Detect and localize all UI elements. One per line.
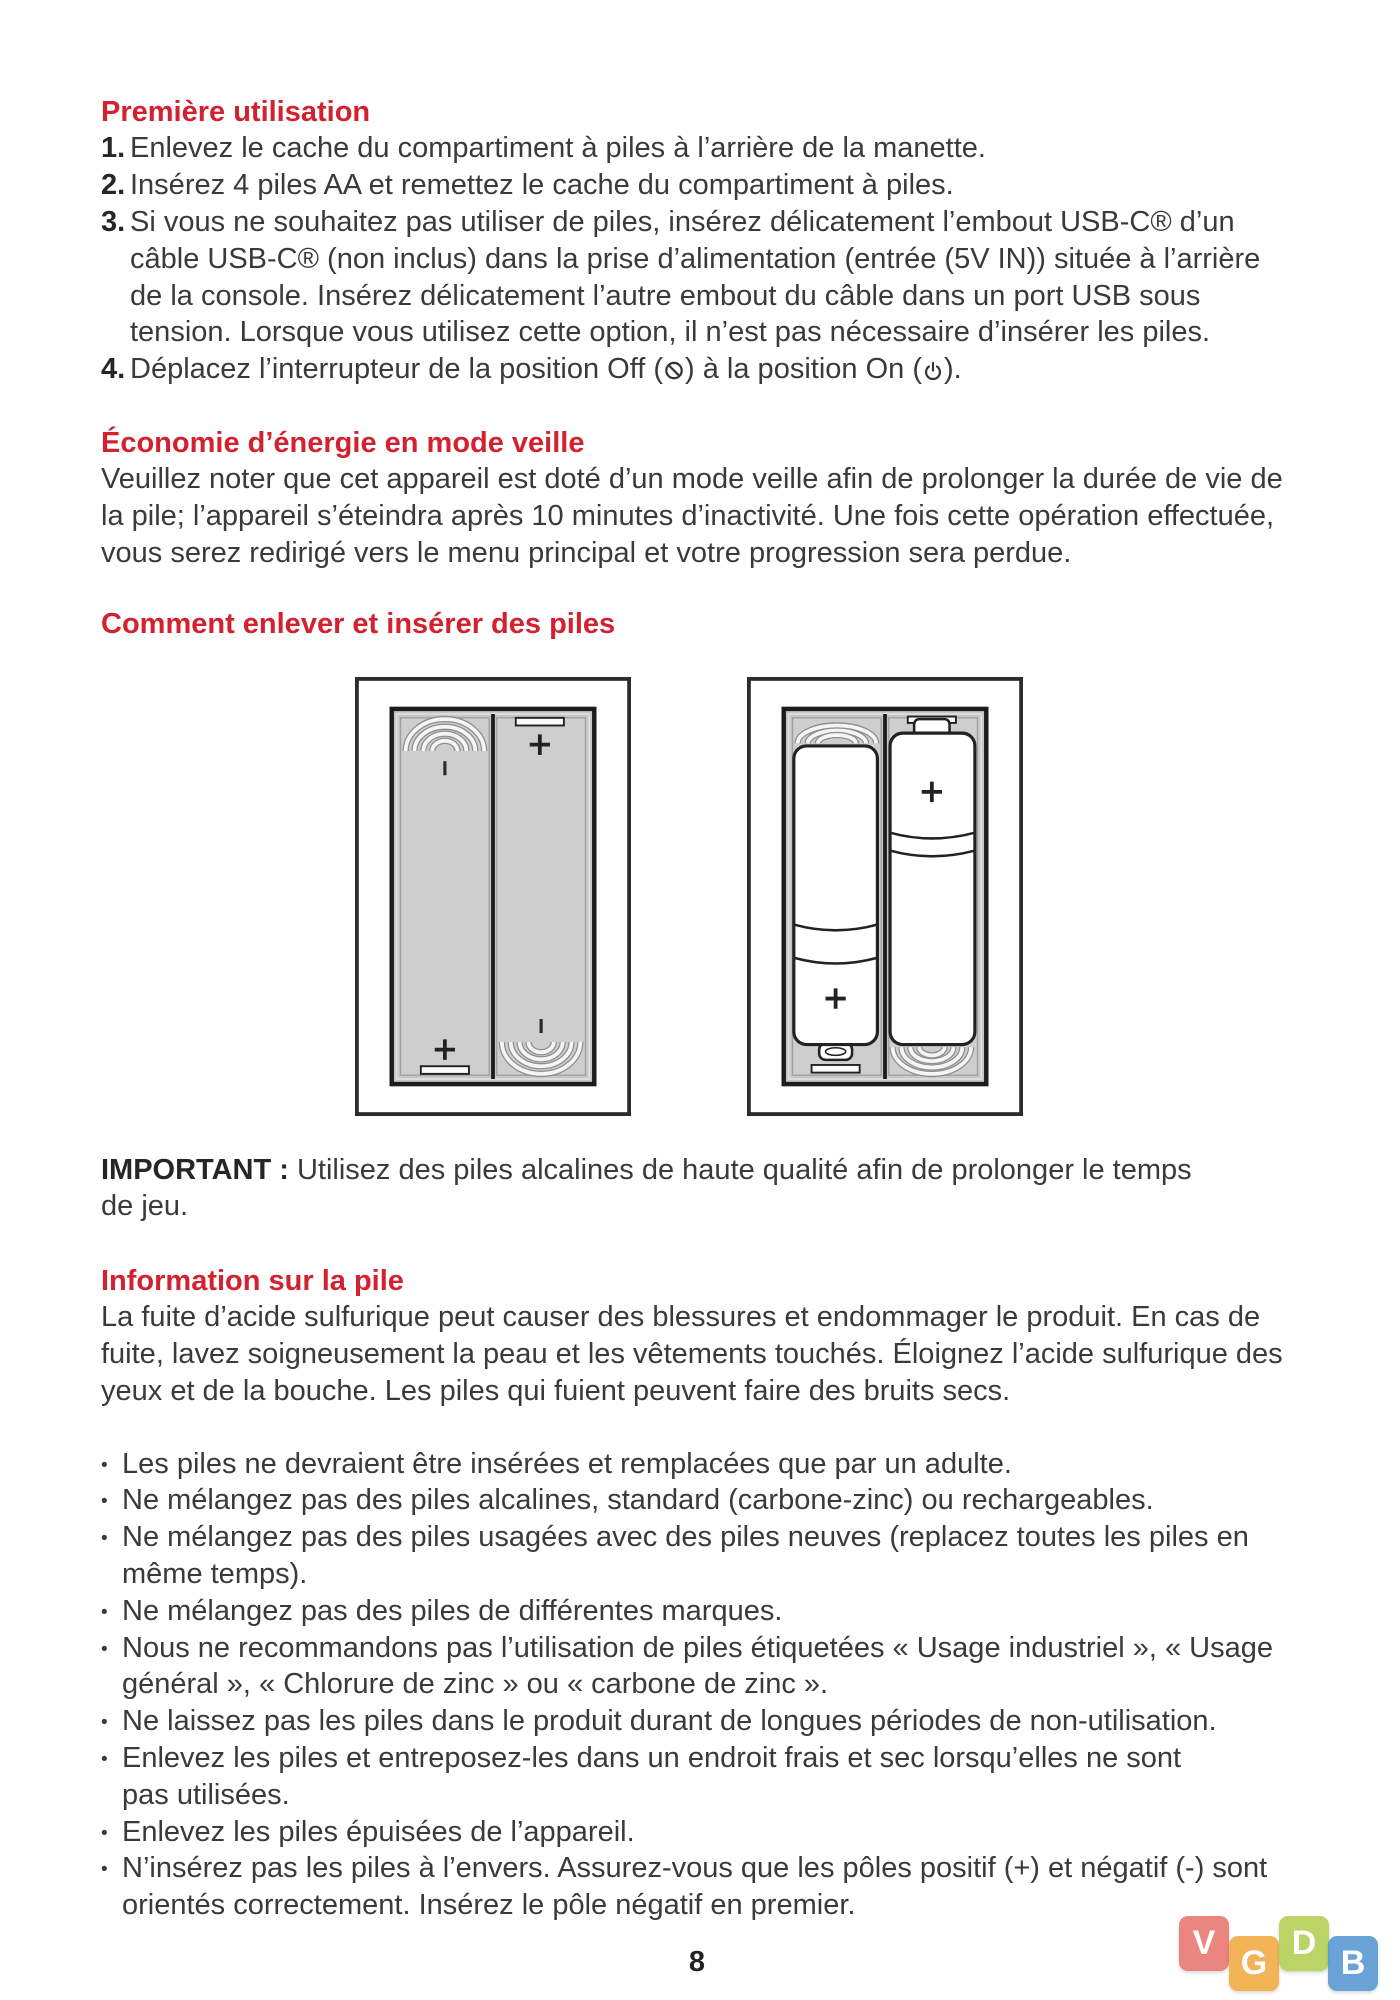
list-item bbox=[101, 1446, 1273, 1483]
sleep-mode-section bbox=[101, 425, 1283, 572]
step-text: Insérez 4 piles AA et remettez le cache du compartiment à piles. bbox=[130, 169, 954, 202]
list-item bbox=[101, 1519, 1273, 1556]
logo-tile-d: D bbox=[1279, 1916, 1329, 1971]
step-number: 2. bbox=[101, 169, 126, 202]
bullet-marker: • bbox=[101, 1712, 108, 1734]
list-item-text: Nous ne recommandons pas l’utilisation de piles étiquetées « Usage industriel », « Usage bbox=[122, 1631, 1273, 1664]
section-heading: Économie d’énergie en mode veille bbox=[101, 426, 585, 459]
power-on-icon bbox=[922, 359, 944, 381]
section-heading: Information sur la pile bbox=[101, 1264, 404, 1297]
step-text-continued: câble USB-C® (non inclus) dans la prise d’alimentation (entrée (5V IN)) située à l’arrière bbox=[130, 242, 1261, 275]
list-item bbox=[101, 1630, 1273, 1667]
step-text: ). bbox=[943, 353, 962, 386]
paragraph-line: Utilisez des piles alcalines de haute qualité afin de prolonger le temps bbox=[296, 1153, 1192, 1186]
list-item-text: Ne mélangez pas des piles usagées avec des piles neuves (replacez toutes les piles en bbox=[122, 1521, 1249, 1554]
step-text: Déplacez l’interrupteur de la position Off ( bbox=[130, 353, 664, 386]
bullet-marker: • bbox=[101, 1638, 108, 1660]
list-item-text-continued: même temps). bbox=[122, 1557, 308, 1590]
list-item-text: Ne mélangez pas des piles de différentes marques. bbox=[122, 1594, 783, 1627]
logo-tile-b: B bbox=[1328, 1936, 1378, 1991]
list-item bbox=[101, 1593, 1273, 1630]
battery-howto-section bbox=[101, 606, 615, 643]
step-text: Si vous ne souhaitez pas utiliser de piles, insérez délicatement l’embout USB-C® d’un bbox=[130, 205, 1235, 238]
step-text: ) à la position On ( bbox=[685, 353, 922, 386]
contact-plate bbox=[421, 1066, 469, 1074]
step-number: 3. bbox=[101, 205, 126, 238]
paragraph-line: Veuillez noter que cet appareil est doté d’un mode veille afin de prolonger la durée de vie de bbox=[101, 463, 1283, 496]
paragraph-line: La fuite d’acide sulfurique peut causer des blessures et endommager le produit. En cas de bbox=[101, 1301, 1261, 1334]
list-item-text: Les piles ne devraient être insérées et remplacées que par un adulte. bbox=[122, 1447, 1012, 1480]
empty-battery-compartment-figure bbox=[355, 677, 631, 1116]
page-number: 8 bbox=[688, 1946, 706, 1978]
paragraph-line: vous serez redirigé vers le menu principal et votre progression sera perdue. bbox=[101, 536, 1072, 569]
section-heading: Première utilisation bbox=[101, 95, 371, 128]
step-number: 1. bbox=[101, 132, 126, 165]
list-item bbox=[101, 1482, 1273, 1519]
list-item bbox=[101, 1703, 1273, 1740]
step-1 bbox=[101, 130, 1260, 167]
list-item bbox=[101, 1814, 1273, 1851]
list-item-text-continued: général », « Chlorure de zinc » ou « carbone de zinc ». bbox=[122, 1668, 829, 1701]
loaded-battery-compartment-figure bbox=[747, 677, 1023, 1116]
important-note bbox=[101, 1152, 1192, 1226]
battery-info-section bbox=[101, 1263, 1283, 1410]
bullet-marker: • bbox=[101, 1528, 108, 1550]
battery-safety-list bbox=[101, 1446, 1273, 1924]
contact-plate bbox=[516, 718, 564, 726]
list-item-text-continued: pas utilisées. bbox=[122, 1778, 290, 1811]
step-text-continued: tension. Lorsque vous utilisez cette option, il n’est pas nécessaire d’insérer les piles. bbox=[130, 316, 1211, 349]
bullet-marker: • bbox=[101, 1491, 108, 1513]
bullet-marker: • bbox=[101, 1822, 108, 1844]
list-item bbox=[101, 1740, 1273, 1777]
bullet-marker: • bbox=[101, 1859, 108, 1881]
paragraph-line: fuite, lavez soigneusement la peau et les vêtements touchés. Éloignez l’acide sulfurique des bbox=[101, 1338, 1283, 1371]
list-item-text-continued: orientés correctement. Insérez le pôle négatif en premier. bbox=[122, 1889, 856, 1922]
first-use-section bbox=[101, 94, 1260, 388]
logo-tile-v: V bbox=[1179, 1916, 1229, 1971]
bullet-marker: • bbox=[101, 1748, 108, 1770]
contact-plate bbox=[812, 1065, 860, 1073]
list-item-text: N’insérez pas les piles à l’envers. Assurez-vous que les pôles positif (+) et négatif (-) sont bbox=[122, 1852, 1268, 1885]
off-symbol-icon bbox=[663, 359, 685, 381]
paragraph-line: de jeu. bbox=[101, 1190, 189, 1223]
bullet-marker: • bbox=[101, 1601, 108, 1623]
bullet-marker: • bbox=[101, 1454, 108, 1476]
section-heading: Comment enlever et insérer des piles bbox=[101, 607, 616, 640]
list-item-text: Enlevez les piles épuisées de l’appareil. bbox=[122, 1815, 635, 1848]
battery bbox=[794, 746, 878, 1060]
battery bbox=[890, 719, 975, 1044]
list-item-text: Ne laissez pas les piles dans le produit durant de longues périodes de non-utilisation. bbox=[122, 1705, 1217, 1738]
step-text-continued: de la console. Insérez délicatement l’autre embout du câble dans un port USB sous bbox=[130, 279, 1201, 312]
step-2 bbox=[101, 167, 1260, 204]
paragraph-line: la pile; l’appareil s’éteindra après 10 minutes d’inactivité. Une fois cette opération effectuée, bbox=[101, 500, 1275, 533]
step-text: Enlevez le cache du compartiment à piles à l’arrière de la manette. bbox=[130, 132, 986, 165]
list-item bbox=[101, 1850, 1273, 1887]
step-4 bbox=[101, 351, 1260, 388]
paragraph-line: yeux et de la bouche. Les piles qui fuient peuvent faire des bruits secs. bbox=[101, 1374, 1011, 1407]
step-3 bbox=[101, 204, 1260, 241]
list-item-text: Enlevez les piles et entreposez-les dans un endroit frais et sec lorsqu’elles ne sont bbox=[122, 1741, 1182, 1774]
logo-tile-g: G bbox=[1229, 1936, 1279, 1991]
list-item-text: Ne mélangez pas des piles alcalines, standard (carbone-zinc) ou rechargeables. bbox=[122, 1484, 1154, 1517]
important-label: IMPORTANT : bbox=[101, 1153, 289, 1186]
step-number: 4. bbox=[101, 353, 126, 386]
